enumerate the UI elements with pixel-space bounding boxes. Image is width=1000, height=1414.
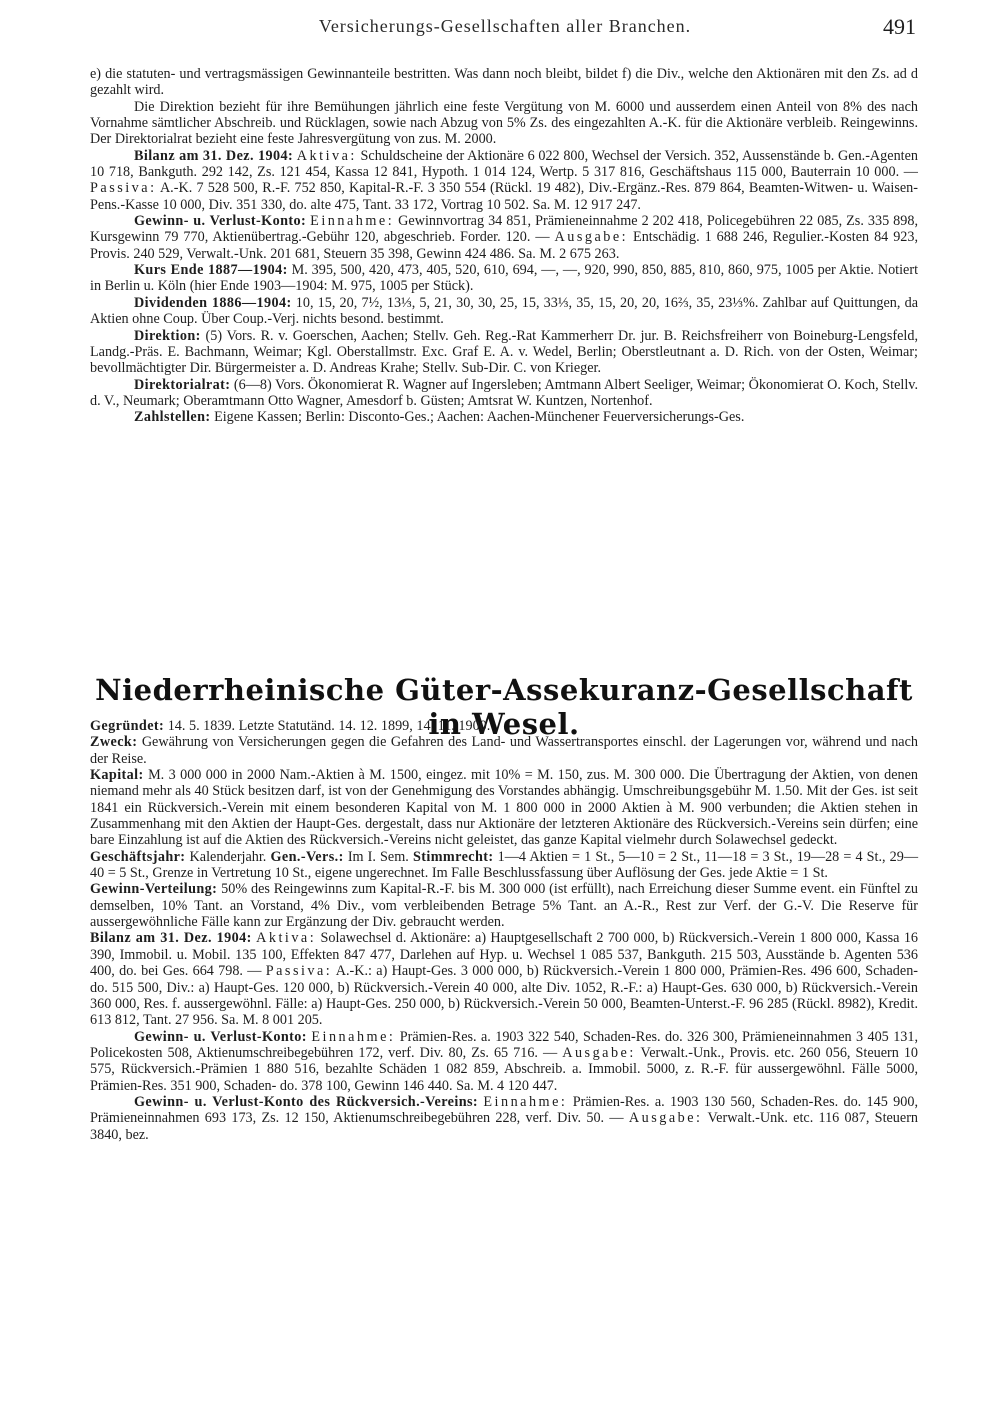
dividenden-text: 10, 15, 20, 7½, 13⅓, 5, 21, 30, 30, 25, 15, 33⅓, 35, 15, 20, 20, 16⅔, 35, 23⅓%. Zahlbar auf Quittungen, da Aktien ohne Coup. Über Coup.-Verj. nichts besond. bestimmt. xyxy=(90,294,918,328)
section-gewinn-verlust-article xyxy=(90,1029,918,1094)
section-bilanz-article xyxy=(90,930,918,1028)
section-kapital xyxy=(90,767,918,849)
direktion-text: (5) Vors. R. v. Goerschen, Aachen; Stellv. Geh. Reg.-Rat Kammerherr Dr. jur. B. Reichsfreiherr von Boineburg-Lengsfeld, Landg.-Präs. E. Bachmann, Weimar; Kgl. Oberstallmstr. Exc. Graf E. A. v. Wedel, Berlin; Oberstleutnant a. D. Rich. von der Osten, Weimar; bevollmächtigter Dir. Bürgermeister a. D. Andreas Krahe; Stellv. Sub-Dir. C. von Krieger. xyxy=(90,327,919,377)
geschaeftsjahr-text: Kalenderjahr. xyxy=(189,848,267,865)
geschaeftsjahr-label: Geschäftsjahr: xyxy=(90,848,186,865)
einnahme-text: Prämien-Res. a. 1903 322 540, Schaden-Res. do. 326 300, Prämieneinnahmen 3 405 131, Policekosten 508, Aktienumschreibegebühren 172, verf. Div. 80, Zs. 65 716. — xyxy=(90,1028,919,1061)
rueckversich-einnahme-text: Prämien-Res. a. 1903 130 560, Schaden-Res. do. 145 900, Prämieneinnahmen 693 173, Zs. 12 150, Aktienumschreibegebühren 228, verf. Div. 50. — xyxy=(90,1093,919,1127)
kapital-text: M. 3 000 000 in 2000 Nam.-Aktien à M. 1500, eingez. mit 10% = M. 150, zus. M. 300 000. Die Übertragung der Aktien, von denen niemand mehr als 40 Stück besitzen darf, ist von der Genehmigung des Vorstandes abhängig. Umschreibungsgebühr M. 1.50. Mit der Ges. ist seit 1841 ein Rückversich.-Verein mit einem besonderen Kapital von M. 1 800 000 in 2000 Aktien à M. 900 verbunden; die Aktien stehen in Zusammenhang mit den Aktien der Haupt-Ges. dergestalt, dass nur Aktionäre der letzteren Aktionäre des Rückversich.-Vereins sein dürfen; eine bare Einzahlung ist auf die Aktien des Rückversich.-Vereins nicht geleistet, das ganze Kapital vielmehr durch Solawechsel gedeckt. xyxy=(90,767,919,849)
zahlstellen-text: Eigene Kassen; Berlin: Disconto-Ges.; Aachen: Aachen-Münchener Feuerversicherungs-Ges. xyxy=(214,409,745,426)
paragraph-gewinnanteile: e) die statuten- und vertragsmässigen Gewinnanteile bestritten. Was dann noch bleibt, bildet f) die Div., welche den Aktionären mit den Zs. ad d gezahlt wird. xyxy=(90,66,918,99)
bilanz-aktiva-text: Solawechsel d. Aktionäre: a) Hauptgesellschaft 2 700 000, b) Rückversich.-Verein 1 800 000, Kassa 16 390, Immobil. u. Mobil. 135 100, Effekten 847 477, Darlehen auf Hyp. u. Wechsel 1 085 537, Bankguth. 215 503, Ausstände b. Agenten 536 400, do. bei Ges. 664 798. — xyxy=(90,930,919,980)
ausgabe-text: Entschädig. 1 688 246, Regulier.-Kosten 84 923, Provis. 240 529, Verwalt.-Unk. 201 681, Steuern 35 398, Gewinn 424 486. Sa. M. 2 675 263. xyxy=(90,229,919,262)
direktorialrat-label: Direktorialrat: xyxy=(134,376,231,393)
bilanz-aktiva-text: Schuldscheine der Aktionäre 6 022 800, Wechsel der Versich. 352, Aussenstände b. Gen.-Agenten 10 718, Bankguth. 292 142, Zs. 121 454, Kassa 12 841, Hypoth. 1 014 124, Wertp. 5 317 816, Geschäftshaus 115 000, Bauterrain 10 000. — xyxy=(90,147,918,181)
ausgabe-label: Ausgabe: xyxy=(554,229,629,246)
section-geschaeftsjahr xyxy=(90,849,918,882)
gegruendet-label: Gegründet: xyxy=(90,718,165,734)
bilanz-passiva-text: A.-K.: a) Haupt-Ges. 3 000 000, b) Rückversich.-Verein 1 800 000, Prämien-Res. 496 600, Schaden- do. 515 500, Div.: a) Haupt-Ges. 120 000, b) Rückversich.-Verein 40 000, alte Div. 1052, R.-F.: a) Haupt-Ges. 630 000, b) Rückversich.-Verein 360 000, Res. f. aussergewöhnl. Fälle: a) Haupt-Ges. 250 000, b) Rückversich.-Verein 50 000, Beamten-Unterst.-F. 96 285 (Rückl. 8982), Kredit. 613 812, Tant. 27 956. Sa. M. 8 001 205. xyxy=(90,963,919,1029)
page-number: 491 xyxy=(883,14,916,39)
running-head: Versicherungs-Gesellschaften aller Branchen. xyxy=(318,16,692,36)
direktorialrat-text: (6—8) Vors. Ökonomierat R. Wagner auf Ingersleben; Amtmann Albert Seeliger, Weimar; Ökonomierat O. Koch, Stellv. d. V., Neumark; Oberamtmann Otto Wagner, Amesdorf b. Güsten; Amtsrat W. Kuntzen, Nortenhof. xyxy=(90,376,918,409)
section-zahlstellen xyxy=(90,409,918,425)
article-title: Niederrheinische Güter-Assekuranz-Gesellschaft in Wesel. xyxy=(95,673,913,741)
kurs-label: Kurs Ende 1887—1904: xyxy=(134,262,288,279)
ausgabe-label: Ausgabe: xyxy=(628,1110,703,1127)
kapital-label: Kapital: xyxy=(90,767,144,784)
bilanz-label: Bilanz am 31. Dez. 1904: xyxy=(90,930,252,947)
zweck-label: Zweck: xyxy=(90,734,138,751)
einnahme-label: Einnahme: xyxy=(483,1093,568,1110)
einnahme-label: Einnahme: xyxy=(311,1028,396,1045)
gewinn-verlust-label: Gewinn- u. Verlust-Konto: xyxy=(134,1028,307,1045)
gewinn-verteilung-text: 50% des Reingewinns zum Kapital-R.-F. bis M. 300 000 (ist erfüllt), nach Erreichung dieser Summe event. ein Fünftel zu demselben, 10% Tant. an Vorstand, 4% Div., vom verbleibenden Betrage 5% Tant. an A.-R., Rest zur Verf. der G.-V. Die Reserve für aussergewöhnliche Fälle kann zur Ergänzung der Div. gebraucht werden. xyxy=(90,881,919,931)
section-zweck xyxy=(90,734,918,767)
page-header xyxy=(90,14,920,44)
kurs-text: M. 395, 500, 420, 473, 405, 520, 610, 694, —, —, 920, 990, 850, 885, 810, 860, 975, 1005 per Aktie. Notiert in Berlin u. Köln (hier Ende 1903—1904: M. 975, 1005 per Stück). xyxy=(90,262,919,295)
aktiva-label: Aktiva: xyxy=(256,930,317,947)
aktiva-label: Aktiva: xyxy=(296,147,357,164)
ausgabe-label: Ausgabe: xyxy=(562,1044,636,1061)
section-gewinn-verteilung xyxy=(90,881,918,930)
section-direktorialrat xyxy=(90,377,918,410)
article-body xyxy=(90,718,918,1143)
bilanz-passiva-text: A.-K. 7 528 500, R.-F. 752 850, Kapital-R.-F. 3 350 554 (Rückl. 19 482), Div.-Ergänz.-Res. 879 864, Beamten-Witwen- u. Waisen-Pens.-Kasse 10 000, Div. 351 330, do. alte 475, Tant. 33 172, Vortrag 10 502. Sa. M. 12 917 247. xyxy=(90,180,918,213)
gewinn-verteilung-label: Gewinn-Verteilung: xyxy=(90,881,218,898)
section-gegruendet xyxy=(90,718,918,734)
section-gewinn-verlust-rueckversich xyxy=(90,1094,918,1143)
section-bilanz xyxy=(90,148,918,213)
section-kurs xyxy=(90,262,918,295)
section-dividenden xyxy=(90,295,918,328)
gen-vers-label: Gen.-Vers.: xyxy=(270,848,344,865)
einnahme-label: Einnahme: xyxy=(310,213,395,230)
bilanz-label: Bilanz am 31. Dez. 1904: xyxy=(134,147,294,164)
ausgabe-text: Verwalt.-Unk., Provis. etc. 260 056, Steuern 10 575, Rückversich.-Prämien 1 880 516, bezahlte Schäden 1 082 859, Abschreib. a. Immobil. 5000, z. R.-F. für aussergewöhnl. Fälle 5000, Prämien-Res. 351 900, Schaden- do. 378 100, Gewinn 146 440. Sa. M. 4 120 447. xyxy=(90,1044,919,1094)
zweck-text: Gewährung von Versicherungen gegen die Gefahren des Land- und Wassertransportes einschl. der Lagerungen vor, während und nach der Reise. xyxy=(90,734,918,767)
dividenden-label: Dividenden 1886—1904: xyxy=(134,294,292,311)
gegruendet-text: 14. 5. 1839. Letzte Statutänd. 14. 12. 1899, 14. 11. 1900. xyxy=(167,718,491,734)
stimmrecht-text: 1—4 Aktien = 1 St., 5—10 = 2 St., 11—18 = 3 St., 19—28 = 4 St., 29—40 = 5 St., Grenze in Vertretung 10 St., eigene ungerechnet. Im Falle Beschlussfassung über Auflösung der Ges. jede Aktie = 1 St. xyxy=(90,848,919,882)
gen-vers-text: Im I. Sem. xyxy=(347,848,409,865)
rueckversich-konto-label: Gewinn- u. Verlust-Konto des Rückversich.-Vereins: xyxy=(134,1093,479,1110)
section-gewinn-verlust xyxy=(90,213,918,262)
einnahme-text: Gewinnvortrag 34 851, Prämieneinnahme 2 202 418, Policegebühren 22 085, Zs. 335 898, Kursgewinn 79 770, Aktienübertrag.-Gebühr 120, abgeschrieb. Forder. 120. — xyxy=(90,213,919,246)
passiva-label: Passiva: xyxy=(90,180,157,197)
direktion-label: Direktion: xyxy=(134,327,201,344)
stimmrecht-label: Stimmrecht: xyxy=(412,848,494,865)
rueckversich-ausgabe-text: Verwalt.-Unk. etc. 116 087, Steuern 3840, bez. xyxy=(90,1110,919,1143)
gewinn-verlust-label: Gewinn- u. Verlust-Konto: xyxy=(134,213,307,230)
passiva-label: Passiva: xyxy=(265,963,333,980)
zahlstellen-label: Zahlstellen: xyxy=(134,409,211,426)
paragraph-direktion-verguetung: Die Direktion bezieht für ihre Bemühungen jährlich eine feste Vergütung von M. 6000 und ausserdem einen Anteil von 8% des nach Vornahme sämtlicher Abschreib. und Rücklagen, sowie nach Abzug von 5% Zs. des eingezahlten A.-K. für die Aktionäre verbleib. Reingewinns. Der Direktorialrat bezieht eine feste Jahresvergütung von zus. M. 2000. xyxy=(90,98,918,148)
section-direktion xyxy=(90,328,918,377)
previous-article-continuation xyxy=(90,66,918,426)
